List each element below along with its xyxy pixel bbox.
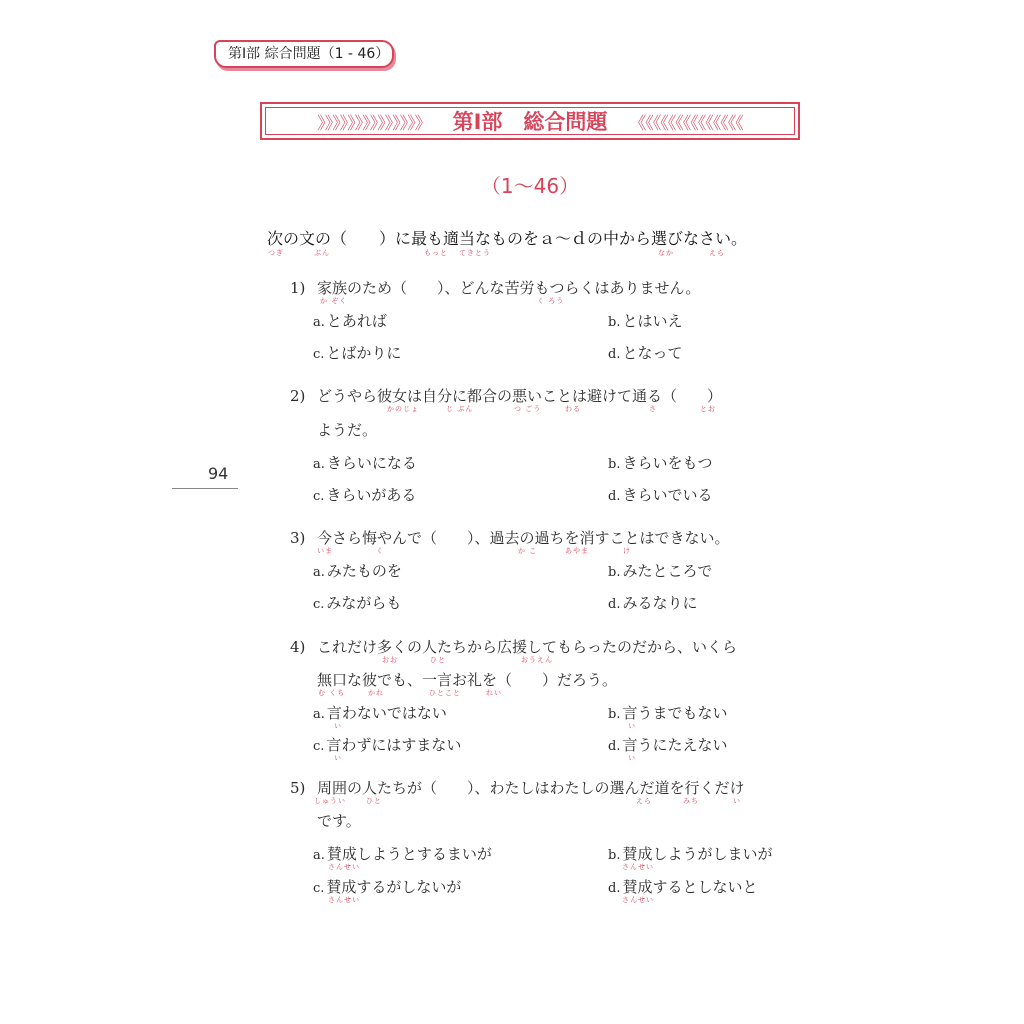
banner-title: 第Ⅰ部 総合問題 <box>452 110 608 134</box>
option-label: a. <box>313 707 325 722</box>
page-number-rule <box>172 488 238 489</box>
q1-option-d[interactable] <box>608 342 682 363</box>
question-2-continued: ようだ。 <box>317 421 378 439</box>
question-number: 5) <box>290 779 306 797</box>
option-label: c. <box>313 881 325 896</box>
question-5 <box>290 777 745 798</box>
option-label: a. <box>313 848 325 863</box>
question-3 <box>290 527 730 548</box>
question-text: どうやら彼女は自分に都合の悪いことは避けて通る（ ） <box>317 387 723 405</box>
q3-option-c[interactable] <box>313 592 401 613</box>
question-1 <box>290 277 700 298</box>
furigana: とお <box>700 405 716 413</box>
question-range: （1～46） <box>480 174 580 198</box>
question-4 <box>290 636 737 657</box>
question-text: これだけ多くの人たちから広援してもらったのだから、いくら <box>317 638 738 656</box>
option-text: きらいがある <box>326 486 417 504</box>
q5-option-c[interactable] <box>313 876 461 897</box>
option-text: 賛成しようとするまいが <box>326 845 492 863</box>
q3-option-a[interactable] <box>313 560 402 581</box>
option-label: d. <box>608 739 621 754</box>
question-2 <box>290 385 722 406</box>
furigana: おうえん <box>521 656 553 664</box>
furigana: えら <box>636 797 652 805</box>
option-label: d. <box>608 597 621 612</box>
option-text: みたものを <box>326 562 402 580</box>
furigana: ぶん <box>314 249 330 257</box>
option-text: とばかりに <box>326 344 402 362</box>
option-label: a. <box>313 565 325 580</box>
q2-option-b[interactable] <box>608 452 712 473</box>
furigana: ひと <box>430 656 446 664</box>
option-label: a. <box>313 457 325 472</box>
q3-option-d[interactable] <box>608 592 697 613</box>
title-banner <box>260 102 800 140</box>
left-chevrons: 》》》》》》》》》》》》》》 <box>317 113 431 134</box>
option-label: b. <box>608 315 621 330</box>
option-label: d. <box>608 347 621 362</box>
furigana: ひと <box>366 797 382 805</box>
instruction-text: 次の文の（ ）に最も適当なものをａ～ｄの中から選びなさい。 <box>267 229 748 248</box>
option-label: c. <box>313 597 325 612</box>
furigana: さんせい <box>622 863 654 871</box>
q2-option-d[interactable] <box>608 484 712 505</box>
furigana: いま <box>317 547 333 555</box>
option-label: b. <box>608 565 621 580</box>
q5-option-d[interactable] <box>608 876 757 897</box>
furigana: じ ぶん <box>446 405 474 413</box>
question-text: 今さら悔やんで（ ）、過去の過ちを消すことはできない。 <box>317 529 730 547</box>
option-text: きらいをもつ <box>622 454 713 472</box>
option-text: 言うまでもない <box>622 704 728 722</box>
furigana: さんせい <box>622 896 654 904</box>
question-4-continued: 無口な彼でも、一言お礼を（ ）だろう。 <box>317 671 618 689</box>
page-number: 94 <box>208 464 229 483</box>
furigana: なか <box>658 249 674 257</box>
option-label: c. <box>313 347 325 362</box>
q4-option-c[interactable] <box>313 734 461 755</box>
option-label: c. <box>313 739 325 754</box>
option-text: となって <box>622 344 683 362</box>
furigana: わる <box>565 405 581 413</box>
furigana: か ぞく <box>320 297 348 305</box>
option-label: d. <box>608 881 621 896</box>
question-text: 家族のため（ ）、どんな苦労もつらくはありません。 <box>317 279 701 297</box>
question-number: 4) <box>290 638 306 656</box>
option-text: 賛成するがしないが <box>326 878 462 896</box>
furigana: おお <box>382 656 398 664</box>
option-text: とはいえ <box>622 312 683 330</box>
q5-option-a[interactable] <box>313 843 492 864</box>
q1-option-c[interactable] <box>313 342 401 363</box>
furigana: ひとこと <box>429 689 461 697</box>
question-5-continued: です。 <box>317 812 361 830</box>
furigana: い <box>628 722 636 730</box>
q1-option-b[interactable] <box>608 310 682 331</box>
q4-option-d[interactable] <box>608 734 727 755</box>
furigana: しゅうい <box>314 797 346 805</box>
furigana: か こ <box>518 547 538 555</box>
furigana: みち <box>683 797 699 805</box>
q2-option-a[interactable] <box>313 452 417 473</box>
option-text: きらいになる <box>326 454 417 472</box>
question-number: 1) <box>290 279 306 297</box>
furigana: れい <box>486 689 502 697</box>
option-label: a. <box>313 315 325 330</box>
option-text: 賛成しようがしまいが <box>622 845 773 863</box>
option-label: b. <box>608 457 621 472</box>
q4-option-a[interactable] <box>313 702 447 723</box>
furigana: えら <box>709 249 725 257</box>
question-text: 周囲の人たちが（ ）、わたしはわたしの選んだ道を行くだけ <box>317 779 745 797</box>
option-text: みながらも <box>326 594 402 612</box>
question-number: 3) <box>290 529 306 547</box>
furigana: い <box>733 797 741 805</box>
furigana: さんせい <box>328 863 360 871</box>
q1-option-a[interactable] <box>313 310 387 331</box>
q3-option-b[interactable] <box>608 560 712 581</box>
furigana: てきとう <box>459 249 491 257</box>
option-text: みたところで <box>622 562 713 580</box>
furigana: く <box>376 547 384 555</box>
option-text: みるなりに <box>622 594 698 612</box>
furigana: い <box>334 754 342 762</box>
option-text: とあれば <box>326 312 387 330</box>
furigana: さ <box>649 405 657 413</box>
option-text: きらいでいる <box>622 486 713 504</box>
furigana: さんせい <box>328 896 360 904</box>
q2-option-c[interactable] <box>313 484 416 505</box>
furigana: い <box>628 754 636 762</box>
furigana: もっと <box>424 249 448 257</box>
q4-option-b[interactable] <box>608 702 727 723</box>
furigana: つぎ <box>268 249 284 257</box>
option-label: b. <box>608 848 621 863</box>
furigana: け <box>623 547 631 555</box>
question-number: 2) <box>290 387 306 405</box>
q5-option-b[interactable] <box>608 843 772 864</box>
furigana: かのじょ <box>387 405 419 413</box>
furigana: あやま <box>565 547 589 555</box>
furigana: つ ごう <box>514 405 542 413</box>
option-text: 言わないではない <box>326 704 447 722</box>
option-label: c. <box>313 489 325 504</box>
furigana: む くち <box>318 689 346 697</box>
right-chevrons: 《《《《《《《《《《《《《《 <box>629 113 743 134</box>
option-label: d. <box>608 489 621 504</box>
option-text: 言うにたえない <box>622 736 728 754</box>
furigana: い <box>334 722 342 730</box>
option-text: 賛成するとしないと <box>622 878 758 896</box>
furigana: く ろう <box>537 297 565 305</box>
option-text: 言わずにはすまない <box>326 736 462 754</box>
option-label: b. <box>608 707 621 722</box>
furigana: かれ <box>368 689 384 697</box>
section-header-tab: 第Ⅰ部 綜合問題（1 - 46） <box>214 40 394 68</box>
